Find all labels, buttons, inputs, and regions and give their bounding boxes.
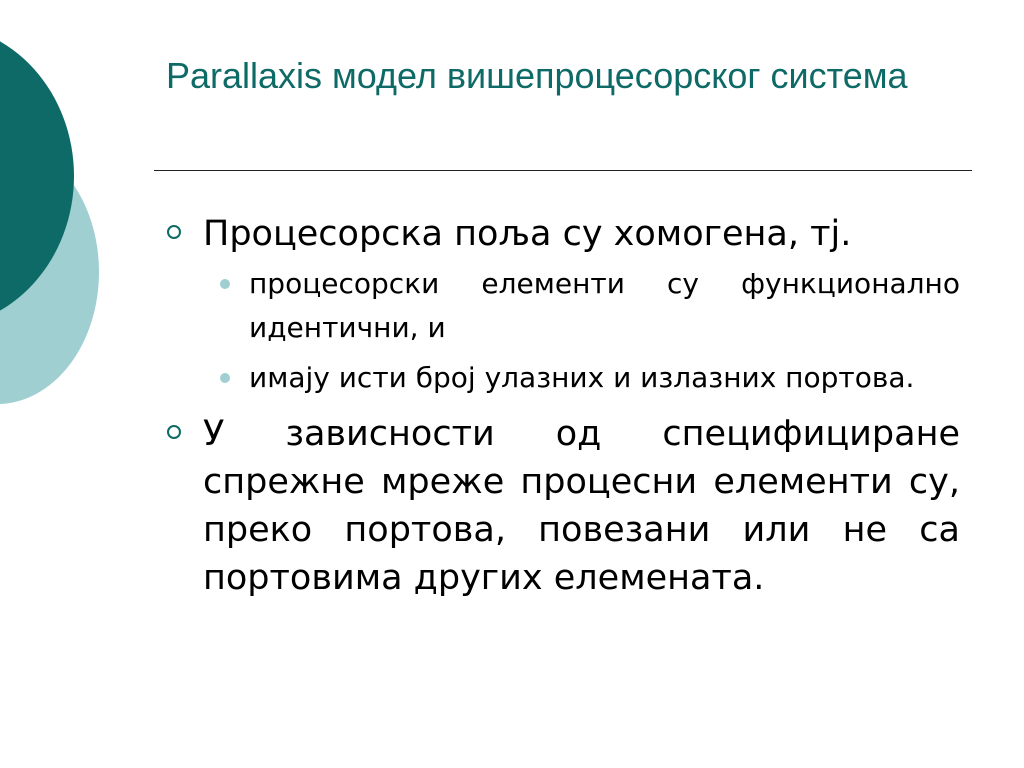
sub-bullet-item-1 <box>203 262 960 350</box>
slide-content <box>160 210 960 602</box>
bullet-item-2-text: У зависности од специфициране спрежне мреже процесни елементи су, преко портова, повезани или не са портовима других елемената. <box>203 414 960 598</box>
dot-bullet-icon <box>220 373 230 383</box>
sub-bullet-item-1-text: процесорски елементи су функционално идентични, и <box>249 267 960 344</box>
sub-bullet-item-2 <box>203 356 960 400</box>
dot-bullet-icon <box>220 279 230 289</box>
bullet-item-1 <box>160 210 960 258</box>
slide-title: Parallaxis модел вишепроцесорског система <box>166 55 908 96</box>
sub-bullet-item-2-text: имају исти број улазних и излазних портова. <box>249 361 915 394</box>
ring-bullet-icon <box>167 225 181 239</box>
ring-bullet-icon <box>167 425 181 439</box>
bullet-item-1-text: Процесорска поља су хомогена, тј. <box>203 214 852 254</box>
title-divider <box>154 170 972 171</box>
bullet-item-2 <box>160 410 960 602</box>
sub-bullet-list <box>160 262 960 400</box>
